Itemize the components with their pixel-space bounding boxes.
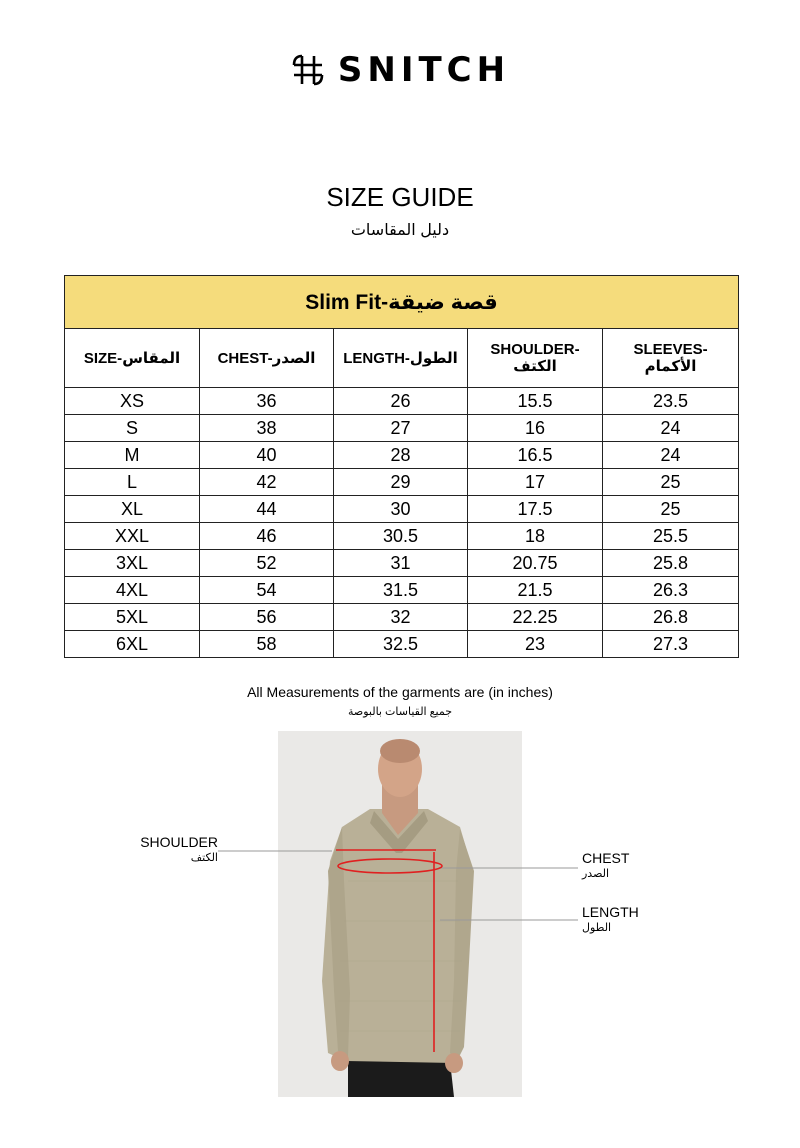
size-cell: XXL	[65, 523, 200, 550]
header-ar: المقاس	[122, 349, 181, 367]
size-cell: 3XL	[65, 550, 200, 577]
measurement-note: All Measurements of the garments are (in inches)	[247, 684, 553, 700]
chest-label-ar: الصدر	[582, 868, 610, 880]
length-cell: 31	[334, 550, 468, 577]
length-cell: 29	[334, 469, 468, 496]
shoulder-cell: 15.5	[468, 388, 603, 415]
shoulder-cell: 16.5	[468, 442, 603, 469]
length-cell: 31.5	[334, 577, 468, 604]
size-cell: 6XL	[65, 631, 200, 658]
size-cell: 4XL	[65, 577, 200, 604]
table-row	[65, 469, 739, 496]
shoulder-cell: 16	[468, 415, 603, 442]
header-en: SLEEVES-	[633, 341, 708, 358]
column-header	[200, 329, 334, 388]
sleeves-cell: 26.8	[603, 604, 739, 631]
sleeves-cell: 24	[603, 442, 739, 469]
column-header	[603, 329, 739, 388]
shoulder-cell: 21.5	[468, 577, 603, 604]
size-cell: M	[65, 442, 200, 469]
size-cell: XS	[65, 388, 200, 415]
chest-label-en: CHEST	[582, 850, 630, 866]
model-illustration	[278, 731, 522, 1097]
chest-cell: 56	[200, 604, 334, 631]
size-cell: 5XL	[65, 604, 200, 631]
table-row	[65, 496, 739, 523]
sleeves-cell: 23.5	[603, 388, 739, 415]
size-table	[64, 275, 739, 658]
table-row	[65, 631, 739, 658]
chest-cell: 38	[200, 415, 334, 442]
length-cell: 32.5	[334, 631, 468, 658]
shoulder-label-ar: الكتف	[190, 852, 218, 864]
header-en: SIZE-	[83, 349, 123, 367]
sleeves-cell: 27.3	[603, 631, 739, 658]
table-row	[65, 442, 739, 469]
length-cell: 30.5	[334, 523, 468, 550]
brand-name: SNITCH	[337, 50, 511, 90]
snitch-logo-icon	[290, 52, 326, 88]
length-label	[582, 904, 639, 936]
column-header	[468, 329, 603, 388]
shoulder-label	[133, 834, 218, 866]
chest-cell: 58	[200, 631, 334, 658]
measurement-note-arabic: جميع القياسات بالبوصة	[347, 706, 453, 718]
chest-cell: 40	[200, 442, 334, 469]
table-row	[65, 415, 739, 442]
table-row	[65, 550, 739, 577]
length-cell: 27	[334, 415, 468, 442]
header-ar: الكتف	[513, 358, 557, 375]
column-header	[334, 329, 468, 388]
table-row	[65, 604, 739, 631]
sleeves-cell: 25	[603, 469, 739, 496]
sleeves-cell: 25.8	[603, 550, 739, 577]
length-label-en: LENGTH	[582, 904, 639, 920]
length-cell: 26	[334, 388, 468, 415]
shoulder-cell: 23	[468, 631, 603, 658]
header-ar: الصدر	[272, 349, 316, 367]
shoulder-cell: 18	[468, 523, 603, 550]
chest-cell: 46	[200, 523, 334, 550]
sleeves-cell: 25	[603, 496, 739, 523]
fit-type-heading: Slim Fit-قصة ضيقة	[65, 276, 739, 329]
length-cell: 30	[334, 496, 468, 523]
chest-cell: 42	[200, 469, 334, 496]
shoulder-cell: 20.75	[468, 550, 603, 577]
length-cell: 32	[334, 604, 468, 631]
column-header	[65, 329, 200, 388]
header-ar: الأكمام	[644, 358, 697, 375]
header-en: LENGTH-	[343, 349, 410, 367]
shoulder-cell: 22.25	[468, 604, 603, 631]
sleeves-cell: 24	[603, 415, 739, 442]
shoulder-cell: 17	[468, 469, 603, 496]
shoulder-label-en: SHOULDER	[140, 834, 218, 850]
chest-cell: 52	[200, 550, 334, 577]
size-cell: L	[65, 469, 200, 496]
page-title-arabic: دليل المقاسات	[350, 222, 450, 239]
sleeves-cell: 25.5	[603, 523, 739, 550]
length-label-ar: الطول	[582, 922, 612, 934]
table-row	[65, 523, 739, 550]
shoulder-cell: 17.5	[468, 496, 603, 523]
model-photo	[278, 731, 522, 1097]
column-header-row	[65, 329, 739, 388]
size-cell: S	[65, 415, 200, 442]
table-row	[65, 388, 739, 415]
header-ar: الطول	[409, 349, 458, 367]
chest-cell: 36	[200, 388, 334, 415]
chest-cell: 44	[200, 496, 334, 523]
sleeves-cell: 26.3	[603, 577, 739, 604]
length-cell: 28	[334, 442, 468, 469]
header-en: CHEST-	[217, 349, 273, 367]
table-row	[65, 577, 739, 604]
brand-logo	[0, 50, 800, 90]
header-en: SHOULDER-	[490, 341, 580, 358]
page-title: SIZE GUIDE	[326, 182, 474, 212]
size-cell: XL	[65, 496, 200, 523]
chest-cell: 54	[200, 577, 334, 604]
chest-label	[582, 850, 629, 882]
